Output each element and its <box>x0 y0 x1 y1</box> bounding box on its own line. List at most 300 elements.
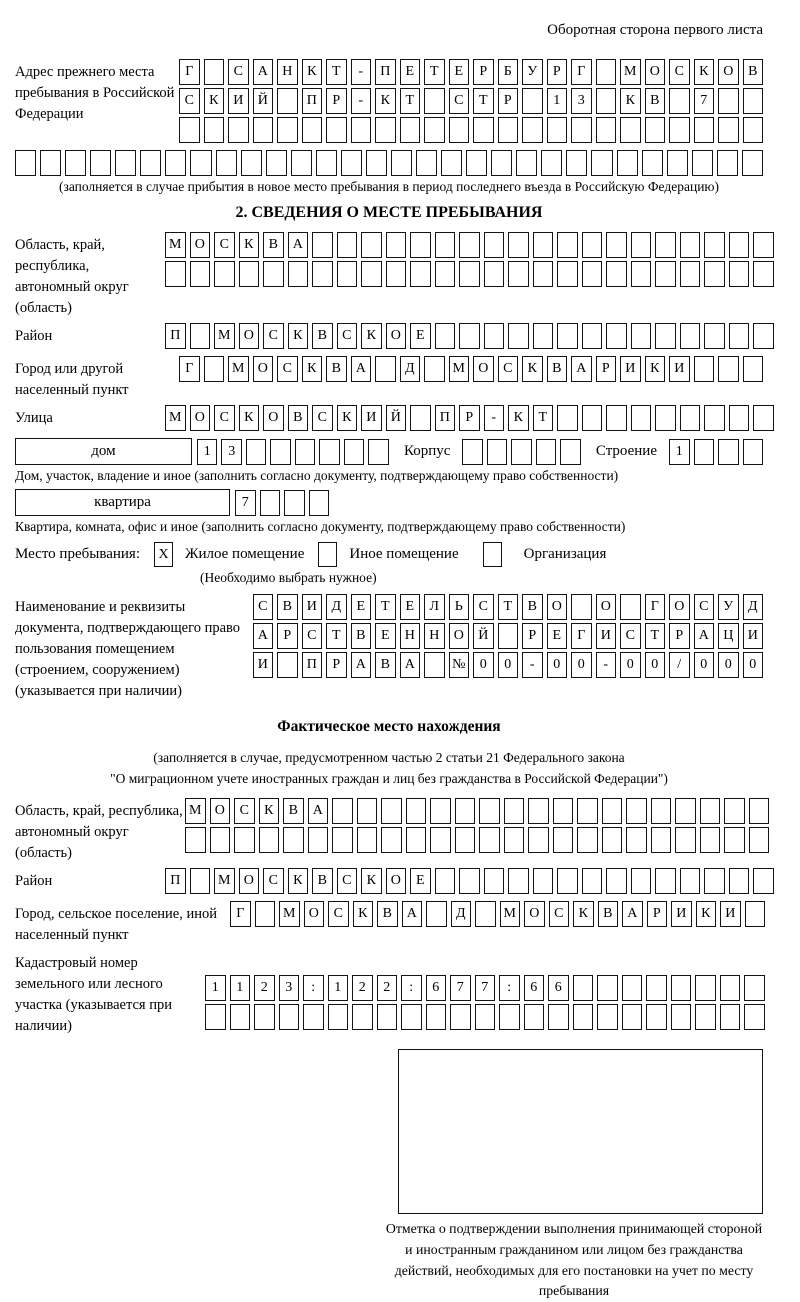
char-cell[interactable]: 0 <box>743 652 764 678</box>
char-cell[interactable] <box>435 868 456 894</box>
char-cell[interactable] <box>260 490 281 516</box>
char-cell[interactable]: 0 <box>547 652 568 678</box>
char-cell[interactable] <box>416 150 437 176</box>
char-cell[interactable] <box>718 356 739 382</box>
char-cell[interactable] <box>344 439 365 465</box>
char-cell[interactable]: Р <box>326 88 347 114</box>
char-cell[interactable] <box>631 868 652 894</box>
char-cell[interactable]: К <box>288 323 309 349</box>
char-cell[interactable] <box>462 439 483 465</box>
char-cell[interactable]: С <box>179 88 200 114</box>
char-cell[interactable]: К <box>645 356 666 382</box>
char-cell[interactable]: В <box>312 323 333 349</box>
char-cell[interactable] <box>622 1004 643 1030</box>
char-cell[interactable] <box>288 261 309 287</box>
char-cell[interactable] <box>259 827 280 853</box>
char-cell[interactable]: 7 <box>694 88 715 114</box>
char-cell[interactable] <box>669 88 690 114</box>
char-cell[interactable] <box>190 261 211 287</box>
char-cell[interactable] <box>479 827 500 853</box>
char-cell[interactable] <box>745 901 766 927</box>
char-cell[interactable] <box>263 261 284 287</box>
char-cell[interactable]: О <box>596 594 617 620</box>
char-cell[interactable] <box>391 150 412 176</box>
char-cell[interactable]: Г <box>179 356 200 382</box>
char-cell[interactable]: И <box>671 901 692 927</box>
char-cell[interactable]: Е <box>400 59 421 85</box>
char-cell[interactable]: - <box>484 405 505 431</box>
char-cell[interactable] <box>179 117 200 143</box>
char-cell[interactable]: Т <box>473 88 494 114</box>
char-cell[interactable] <box>655 323 676 349</box>
char-cell[interactable]: Т <box>498 594 519 620</box>
char-cell[interactable]: С <box>214 405 235 431</box>
char-cell[interactable]: Е <box>547 623 568 649</box>
char-cell[interactable]: В <box>263 232 284 258</box>
char-cell[interactable] <box>680 232 701 258</box>
char-cell[interactable]: 1 <box>230 975 251 1001</box>
char-cell[interactable] <box>680 323 701 349</box>
char-cell[interactable] <box>410 405 431 431</box>
char-cell[interactable] <box>253 117 274 143</box>
char-cell[interactable]: С <box>302 623 323 649</box>
char-cell[interactable] <box>459 261 480 287</box>
char-cell[interactable]: А <box>400 652 421 678</box>
char-cell[interactable] <box>631 323 652 349</box>
char-cell[interactable] <box>582 323 603 349</box>
char-cell[interactable] <box>424 356 445 382</box>
char-cell[interactable] <box>401 1004 422 1030</box>
char-cell[interactable]: 0 <box>473 652 494 678</box>
char-cell[interactable] <box>695 975 716 1001</box>
char-cell[interactable] <box>277 652 298 678</box>
char-cell[interactable] <box>449 117 470 143</box>
char-cell[interactable]: Г <box>230 901 251 927</box>
char-cell[interactable] <box>743 88 764 114</box>
char-cell[interactable] <box>204 356 225 382</box>
char-cell[interactable] <box>455 827 476 853</box>
char-cell[interactable] <box>204 59 225 85</box>
char-cell[interactable]: И <box>302 594 323 620</box>
char-cell[interactable] <box>596 117 617 143</box>
char-cell[interactable]: С <box>263 868 284 894</box>
char-cell[interactable] <box>441 150 462 176</box>
char-cell[interactable]: Р <box>522 623 543 649</box>
char-cell[interactable]: К <box>508 405 529 431</box>
char-cell[interactable]: Г <box>571 59 592 85</box>
char-cell[interactable]: Ц <box>718 623 739 649</box>
char-cell[interactable]: О <box>304 901 325 927</box>
char-cell[interactable]: О <box>386 323 407 349</box>
char-cell[interactable] <box>455 798 476 824</box>
char-cell[interactable] <box>724 827 745 853</box>
char-cell[interactable] <box>140 150 161 176</box>
char-cell[interactable]: М <box>228 356 249 382</box>
char-cell[interactable]: К <box>337 405 358 431</box>
char-cell[interactable] <box>700 827 721 853</box>
char-cell[interactable] <box>328 1004 349 1030</box>
char-cell[interactable] <box>704 323 725 349</box>
char-cell[interactable] <box>606 323 627 349</box>
char-cell[interactable] <box>499 1004 520 1030</box>
char-cell[interactable]: Е <box>449 59 470 85</box>
char-cell[interactable] <box>533 232 554 258</box>
char-cell[interactable]: К <box>696 901 717 927</box>
char-cell[interactable]: Р <box>498 88 519 114</box>
char-cell[interactable] <box>511 439 532 465</box>
char-cell[interactable] <box>744 975 765 1001</box>
char-cell[interactable] <box>571 594 592 620</box>
char-cell[interactable] <box>655 232 676 258</box>
char-cell[interactable]: : <box>303 975 324 1001</box>
char-cell[interactable] <box>597 975 618 1001</box>
char-cell[interactable]: К <box>522 356 543 382</box>
char-cell[interactable] <box>655 405 676 431</box>
char-cell[interactable] <box>308 827 329 853</box>
char-cell[interactable] <box>459 232 480 258</box>
char-cell[interactable]: И <box>228 88 249 114</box>
char-cell[interactable] <box>571 117 592 143</box>
char-cell[interactable]: 0 <box>718 652 739 678</box>
char-cell[interactable] <box>491 150 512 176</box>
char-cell[interactable]: С <box>620 623 641 649</box>
char-cell[interactable] <box>435 261 456 287</box>
char-cell[interactable]: Е <box>351 594 372 620</box>
char-cell[interactable] <box>484 232 505 258</box>
char-cell[interactable]: Е <box>410 868 431 894</box>
char-cell[interactable]: О <box>239 323 260 349</box>
char-cell[interactable] <box>566 150 587 176</box>
char-cell[interactable]: 1 <box>205 975 226 1001</box>
char-cell[interactable]: Р <box>669 623 690 649</box>
char-cell[interactable] <box>557 232 578 258</box>
char-cell[interactable] <box>205 1004 226 1030</box>
char-cell[interactable] <box>553 798 574 824</box>
char-cell[interactable]: 3 <box>571 88 592 114</box>
char-cell[interactable]: О <box>239 868 260 894</box>
char-cell[interactable]: С <box>312 405 333 431</box>
char-cell[interactable] <box>720 975 741 1001</box>
char-cell[interactable]: 6 <box>548 975 569 1001</box>
char-cell[interactable] <box>597 1004 618 1030</box>
char-cell[interactable] <box>475 1004 496 1030</box>
char-cell[interactable] <box>504 798 525 824</box>
char-cell[interactable]: 6 <box>426 975 447 1001</box>
char-cell[interactable]: О <box>263 405 284 431</box>
char-cell[interactable] <box>717 150 738 176</box>
char-cell[interactable] <box>406 827 427 853</box>
char-cell[interactable] <box>90 150 111 176</box>
char-cell[interactable]: С <box>234 798 255 824</box>
char-cell[interactable] <box>651 827 672 853</box>
char-cell[interactable] <box>450 1004 471 1030</box>
char-cell[interactable]: 0 <box>620 652 641 678</box>
char-cell[interactable] <box>642 150 663 176</box>
char-cell[interactable]: О <box>449 623 470 649</box>
char-cell[interactable] <box>675 798 696 824</box>
char-cell[interactable] <box>302 117 323 143</box>
char-cell[interactable] <box>377 1004 398 1030</box>
char-cell[interactable]: И <box>620 356 641 382</box>
char-cell[interactable] <box>361 232 382 258</box>
char-cell[interactable]: А <box>402 901 423 927</box>
char-cell[interactable]: А <box>622 901 643 927</box>
char-cell[interactable] <box>228 117 249 143</box>
char-cell[interactable] <box>424 652 445 678</box>
char-cell[interactable] <box>234 827 255 853</box>
char-cell[interactable]: 7 <box>235 490 256 516</box>
char-cell[interactable]: Д <box>400 356 421 382</box>
char-cell[interactable] <box>743 439 764 465</box>
char-cell[interactable] <box>241 150 262 176</box>
char-cell[interactable] <box>724 798 745 824</box>
char-cell[interactable]: Т <box>533 405 554 431</box>
char-cell[interactable] <box>718 88 739 114</box>
char-cell[interactable]: С <box>694 594 715 620</box>
char-cell[interactable] <box>651 798 672 824</box>
char-cell[interactable] <box>295 439 316 465</box>
char-cell[interactable]: И <box>361 405 382 431</box>
char-cell[interactable] <box>582 232 603 258</box>
char-cell[interactable] <box>504 827 525 853</box>
char-cell[interactable] <box>351 117 372 143</box>
char-cell[interactable] <box>528 827 549 853</box>
char-cell[interactable]: Е <box>410 323 431 349</box>
char-cell[interactable] <box>291 150 312 176</box>
char-cell[interactable] <box>622 975 643 1001</box>
char-cell[interactable]: : <box>401 975 422 1001</box>
char-cell[interactable]: 7 <box>450 975 471 1001</box>
char-cell[interactable] <box>40 150 61 176</box>
char-cell[interactable]: М <box>279 901 300 927</box>
char-cell[interactable] <box>729 261 750 287</box>
char-cell[interactable] <box>536 439 557 465</box>
char-cell[interactable] <box>553 827 574 853</box>
char-cell[interactable] <box>744 1004 765 1030</box>
char-cell[interactable]: М <box>620 59 641 85</box>
char-cell[interactable]: П <box>302 652 323 678</box>
char-cell[interactable] <box>210 827 231 853</box>
char-cell[interactable] <box>533 323 554 349</box>
char-cell[interactable]: 0 <box>571 652 592 678</box>
char-cell[interactable] <box>239 261 260 287</box>
char-cell[interactable] <box>655 868 676 894</box>
char-cell[interactable] <box>375 117 396 143</box>
char-cell[interactable]: А <box>253 59 274 85</box>
char-cell[interactable] <box>557 405 578 431</box>
char-cell[interactable]: К <box>302 356 323 382</box>
char-cell[interactable]: К <box>694 59 715 85</box>
char-cell[interactable] <box>386 261 407 287</box>
char-cell[interactable] <box>216 150 237 176</box>
char-cell[interactable] <box>366 150 387 176</box>
char-cell[interactable] <box>582 868 603 894</box>
char-cell[interactable]: Й <box>253 88 274 114</box>
char-cell[interactable] <box>190 868 211 894</box>
char-cell[interactable]: С <box>328 901 349 927</box>
char-cell[interactable]: К <box>353 901 374 927</box>
char-cell[interactable] <box>459 868 480 894</box>
char-cell[interactable] <box>692 150 713 176</box>
char-cell[interactable] <box>410 232 431 258</box>
char-cell[interactable] <box>406 798 427 824</box>
char-cell[interactable] <box>466 150 487 176</box>
char-cell[interactable]: В <box>326 356 347 382</box>
char-cell[interactable]: 7 <box>475 975 496 1001</box>
char-cell[interactable]: Н <box>400 623 421 649</box>
char-cell[interactable]: С <box>549 901 570 927</box>
char-cell[interactable]: 0 <box>645 652 666 678</box>
char-cell[interactable] <box>591 150 612 176</box>
char-cell[interactable]: Т <box>375 594 396 620</box>
char-cell[interactable] <box>753 232 774 258</box>
char-cell[interactable] <box>516 150 537 176</box>
residence-checkbox-inoe[interactable] <box>318 542 337 567</box>
char-cell[interactable] <box>749 827 770 853</box>
char-cell[interactable] <box>484 323 505 349</box>
char-cell[interactable]: С <box>473 594 494 620</box>
char-cell[interactable]: О <box>524 901 545 927</box>
char-cell[interactable]: 6 <box>524 975 545 1001</box>
char-cell[interactable]: 2 <box>352 975 373 1001</box>
char-cell[interactable]: О <box>210 798 231 824</box>
char-cell[interactable] <box>718 439 739 465</box>
char-cell[interactable] <box>541 150 562 176</box>
char-cell[interactable] <box>533 868 554 894</box>
char-cell[interactable] <box>704 261 725 287</box>
char-cell[interactable] <box>620 117 641 143</box>
char-cell[interactable]: - <box>522 652 543 678</box>
char-cell[interactable]: Р <box>473 59 494 85</box>
char-cell[interactable]: 0 <box>498 652 519 678</box>
char-cell[interactable] <box>606 232 627 258</box>
char-cell[interactable]: П <box>165 868 186 894</box>
char-cell[interactable]: С <box>337 868 358 894</box>
char-cell[interactable]: 1 <box>197 439 218 465</box>
char-cell[interactable] <box>617 150 638 176</box>
char-cell[interactable] <box>508 868 529 894</box>
char-cell[interactable] <box>165 150 186 176</box>
char-cell[interactable] <box>680 405 701 431</box>
char-cell[interactable]: С <box>669 59 690 85</box>
char-cell[interactable] <box>284 490 305 516</box>
char-cell[interactable] <box>435 323 456 349</box>
char-cell[interactable]: Е <box>400 594 421 620</box>
char-cell[interactable] <box>337 261 358 287</box>
char-cell[interactable] <box>435 232 456 258</box>
char-cell[interactable] <box>557 323 578 349</box>
char-cell[interactable] <box>508 323 529 349</box>
char-cell[interactable]: Т <box>424 59 445 85</box>
char-cell[interactable]: К <box>361 323 382 349</box>
char-cell[interactable] <box>277 88 298 114</box>
char-cell[interactable] <box>352 1004 373 1030</box>
char-cell[interactable]: К <box>204 88 225 114</box>
char-cell[interactable] <box>667 150 688 176</box>
char-cell[interactable]: № <box>449 652 470 678</box>
char-cell[interactable]: К <box>259 798 280 824</box>
char-cell[interactable] <box>704 405 725 431</box>
char-cell[interactable]: Б <box>498 59 519 85</box>
char-cell[interactable]: Д <box>743 594 764 620</box>
char-cell[interactable] <box>15 150 36 176</box>
char-cell[interactable] <box>214 261 235 287</box>
char-cell[interactable]: И <box>720 901 741 927</box>
char-cell[interactable]: Г <box>645 594 666 620</box>
char-cell[interactable] <box>332 798 353 824</box>
char-cell[interactable]: М <box>214 868 235 894</box>
char-cell[interactable]: К <box>302 59 323 85</box>
char-cell[interactable]: А <box>351 356 372 382</box>
char-cell[interactable] <box>695 1004 716 1030</box>
char-cell[interactable]: П <box>435 405 456 431</box>
char-cell[interactable]: С <box>263 323 284 349</box>
char-cell[interactable] <box>573 1004 594 1030</box>
char-cell[interactable]: Л <box>424 594 445 620</box>
char-cell[interactable]: 1 <box>547 88 568 114</box>
char-cell[interactable]: М <box>449 356 470 382</box>
char-cell[interactable]: С <box>214 232 235 258</box>
char-cell[interactable] <box>602 827 623 853</box>
char-cell[interactable]: В <box>312 868 333 894</box>
char-cell[interactable] <box>743 356 764 382</box>
char-cell[interactable]: Р <box>326 652 347 678</box>
char-cell[interactable]: Г <box>571 623 592 649</box>
char-cell[interactable]: 0 <box>694 652 715 678</box>
char-cell[interactable]: О <box>190 405 211 431</box>
char-cell[interactable] <box>720 1004 741 1030</box>
char-cell[interactable] <box>646 1004 667 1030</box>
char-cell[interactable] <box>694 439 715 465</box>
char-cell[interactable]: Т <box>326 59 347 85</box>
char-cell[interactable]: - <box>351 88 372 114</box>
char-cell[interactable] <box>655 261 676 287</box>
char-cell[interactable]: Т <box>400 88 421 114</box>
char-cell[interactable] <box>522 88 543 114</box>
char-cell[interactable] <box>522 117 543 143</box>
char-cell[interactable] <box>547 117 568 143</box>
char-cell[interactable] <box>671 975 692 1001</box>
char-cell[interactable] <box>246 439 267 465</box>
char-cell[interactable]: К <box>573 901 594 927</box>
char-cell[interactable]: - <box>351 59 372 85</box>
char-cell[interactable]: П <box>302 88 323 114</box>
char-cell[interactable] <box>230 1004 251 1030</box>
char-cell[interactable]: Н <box>277 59 298 85</box>
char-cell[interactable]: И <box>596 623 617 649</box>
char-cell[interactable] <box>753 405 774 431</box>
char-cell[interactable]: О <box>718 59 739 85</box>
char-cell[interactable] <box>484 868 505 894</box>
char-cell[interactable]: М <box>165 405 186 431</box>
char-cell[interactable]: У <box>522 59 543 85</box>
char-cell[interactable]: : <box>499 975 520 1001</box>
char-cell[interactable] <box>675 827 696 853</box>
char-cell[interactable]: М <box>500 901 521 927</box>
char-cell[interactable] <box>631 232 652 258</box>
char-cell[interactable]: А <box>571 356 592 382</box>
char-cell[interactable]: Р <box>596 356 617 382</box>
char-cell[interactable]: В <box>598 901 619 927</box>
char-cell[interactable] <box>498 117 519 143</box>
char-cell[interactable] <box>375 356 396 382</box>
char-cell[interactable] <box>115 150 136 176</box>
char-cell[interactable] <box>729 868 750 894</box>
char-cell[interactable] <box>704 868 725 894</box>
char-cell[interactable]: Т <box>645 623 666 649</box>
char-cell[interactable]: Е <box>375 623 396 649</box>
char-cell[interactable] <box>606 261 627 287</box>
